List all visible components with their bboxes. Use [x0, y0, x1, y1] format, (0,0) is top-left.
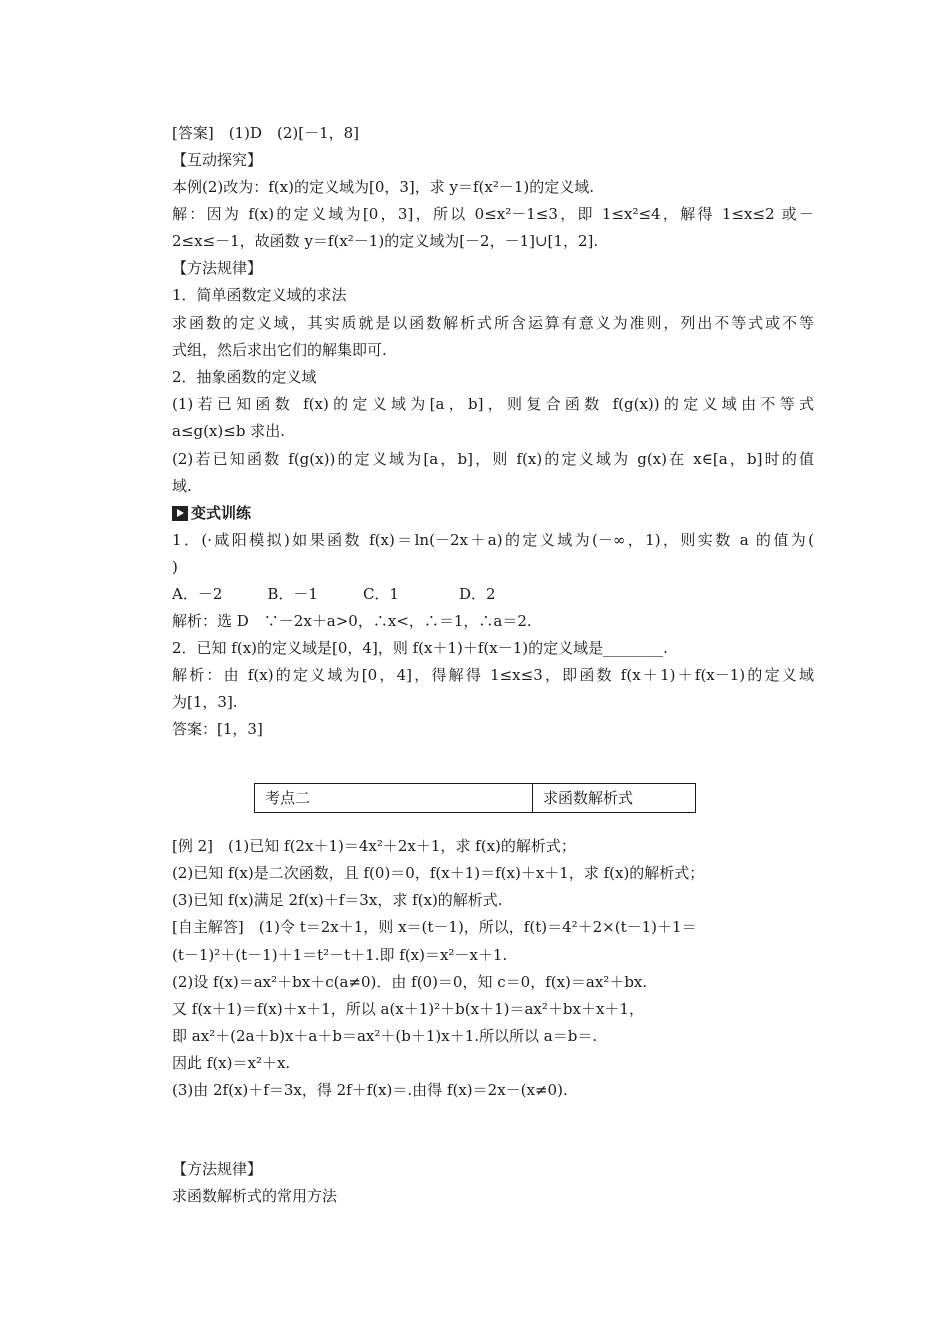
question-line: 1．(·咸阳模拟)如果函数 f(x)＝ln(－2x＋a)的定义域为(－∞，1)，则实数 a 的值为( — [172, 531, 814, 549]
paragraph-line: 式组，然后求出它们的解集即可. — [172, 341, 387, 359]
solution-line: 因此 f(x)＝x²＋x. — [172, 1054, 291, 1072]
paragraph-line: 求函数解析式的常用方法 — [172, 1187, 338, 1205]
solution-line: 又 f(x＋1)＝f(x)＋x＋1，所以 a(x＋1)²＋b(x＋1)＝ax²＋bx＋x＋1， — [172, 1000, 644, 1018]
topic-table-right-cell: 求函数解析式 — [543, 789, 634, 807]
section-heading-interactive-explore: 【互动探究】 — [172, 151, 263, 169]
example-line: (2)已知 f(x)是二次函数，且 f(0)＝0，f(x＋1)＝f(x)＋x＋1，求 f(x)的解析式； — [172, 864, 705, 882]
answer-line: [答案] (1)D (2)[－1，8] — [172, 124, 360, 142]
play-icon — [172, 506, 188, 521]
options-line: A．－2 B．－1 C．1 D．2 — [172, 585, 496, 603]
question-line: ) — [172, 558, 178, 576]
analysis-line: 解析：选 D ∵－2x＋a>0，∴x<，∴＝1，∴a＝2. — [172, 612, 532, 630]
paragraph-line: a≤g(x)≤b 求出. — [172, 422, 285, 440]
subheading: 2．抽象函数的定义域 — [172, 368, 317, 386]
solution-line: 即 ax²＋(2a＋b)x＋a＋b＝ax²＋(b＋1)x＋1.所以所以 a＝b＝. — [172, 1027, 598, 1045]
paragraph-line: 2≤x≤－1，故函数 y＝f(x²－1)的定义域为[－2，－1]∪[1，2]. — [172, 232, 599, 250]
paragraph-line: (1)若已知函数 f(x)的定义域为[a，b]，则复合函数 f(g(x))的定义域由不等式 — [172, 395, 814, 413]
topic-table-left-cell: 考点二 — [255, 784, 533, 812]
paragraph-line: 解：因为 f(x)的定义域为[0，3]，所以 0≤x²－1≤3，即 1≤x²≤4，解得 1≤x≤2 或－ — [172, 205, 814, 223]
variant-training-heading — [172, 503, 251, 523]
paragraph-line: 域. — [172, 477, 192, 495]
analysis-line: 为[1，3]. — [172, 693, 238, 711]
paragraph-line: 本例(2)改为：f(x)的定义域为[0，3]，求 y＝f(x²－1)的定义域. — [172, 178, 595, 196]
solution-line: (t－1)²＋(t－1)＋1＝t²－t＋1.即 f(x)＝x²－x＋1. — [172, 946, 508, 964]
solution-line: (2)设 f(x)＝ax²＋bx＋c(a≠0)．由 f(0)＝0，知 c＝0，f(x)＝ax²＋bx. — [172, 973, 648, 991]
answer-line: 答案：[1，3] — [172, 720, 263, 738]
subheading: 1．简单函数定义域的求法 — [172, 286, 347, 304]
topic-table — [254, 783, 696, 813]
example-line: (3)已知 f(x)满足 2f(x)＋f＝3x，求 f(x)的解析式. — [172, 891, 503, 909]
section-heading-method: 【方法规律】 — [172, 1160, 263, 1178]
paragraph-line: 求函数的定义域，其实质就是以函数解析式所含运算有意义为准则，列出不等式或不等 — [172, 314, 814, 332]
solution-line: [自主解答] (1)令 t＝2x＋1，则 x＝(t－1)，所以，f(t)＝4²＋2×(t－1)＋1＝ — [172, 918, 697, 936]
section-heading-method: 【方法规律】 — [172, 259, 263, 277]
analysis-line: 解析：由 f(x)的定义域为[0，4]，得解得 1≤x≤3，即函数 f(x＋1)＋f(x－1)的定义域 — [172, 666, 814, 684]
variant-training-label: 变式训练 — [191, 504, 252, 522]
question-line: 2．已知 f(x)的定义域是[0，4]，则 f(x＋1)＋f(x－1)的定义域是________. — [172, 639, 668, 657]
paragraph-line: (2)若已知函数 f(g(x))的定义域为[a，b]，则 f(x)的定义域为 g(x)在 x∈[a，b]时的值 — [172, 450, 814, 468]
solution-line: (3)由 2f(x)＋f＝3x，得 2f＋f(x)＝.由得 f(x)＝2x－(x≠0). — [172, 1081, 568, 1099]
example-line: [例 2] (1)已知 f(2x＋1)＝4x²＋2x＋1，求 f(x)的解析式； — [172, 837, 576, 855]
